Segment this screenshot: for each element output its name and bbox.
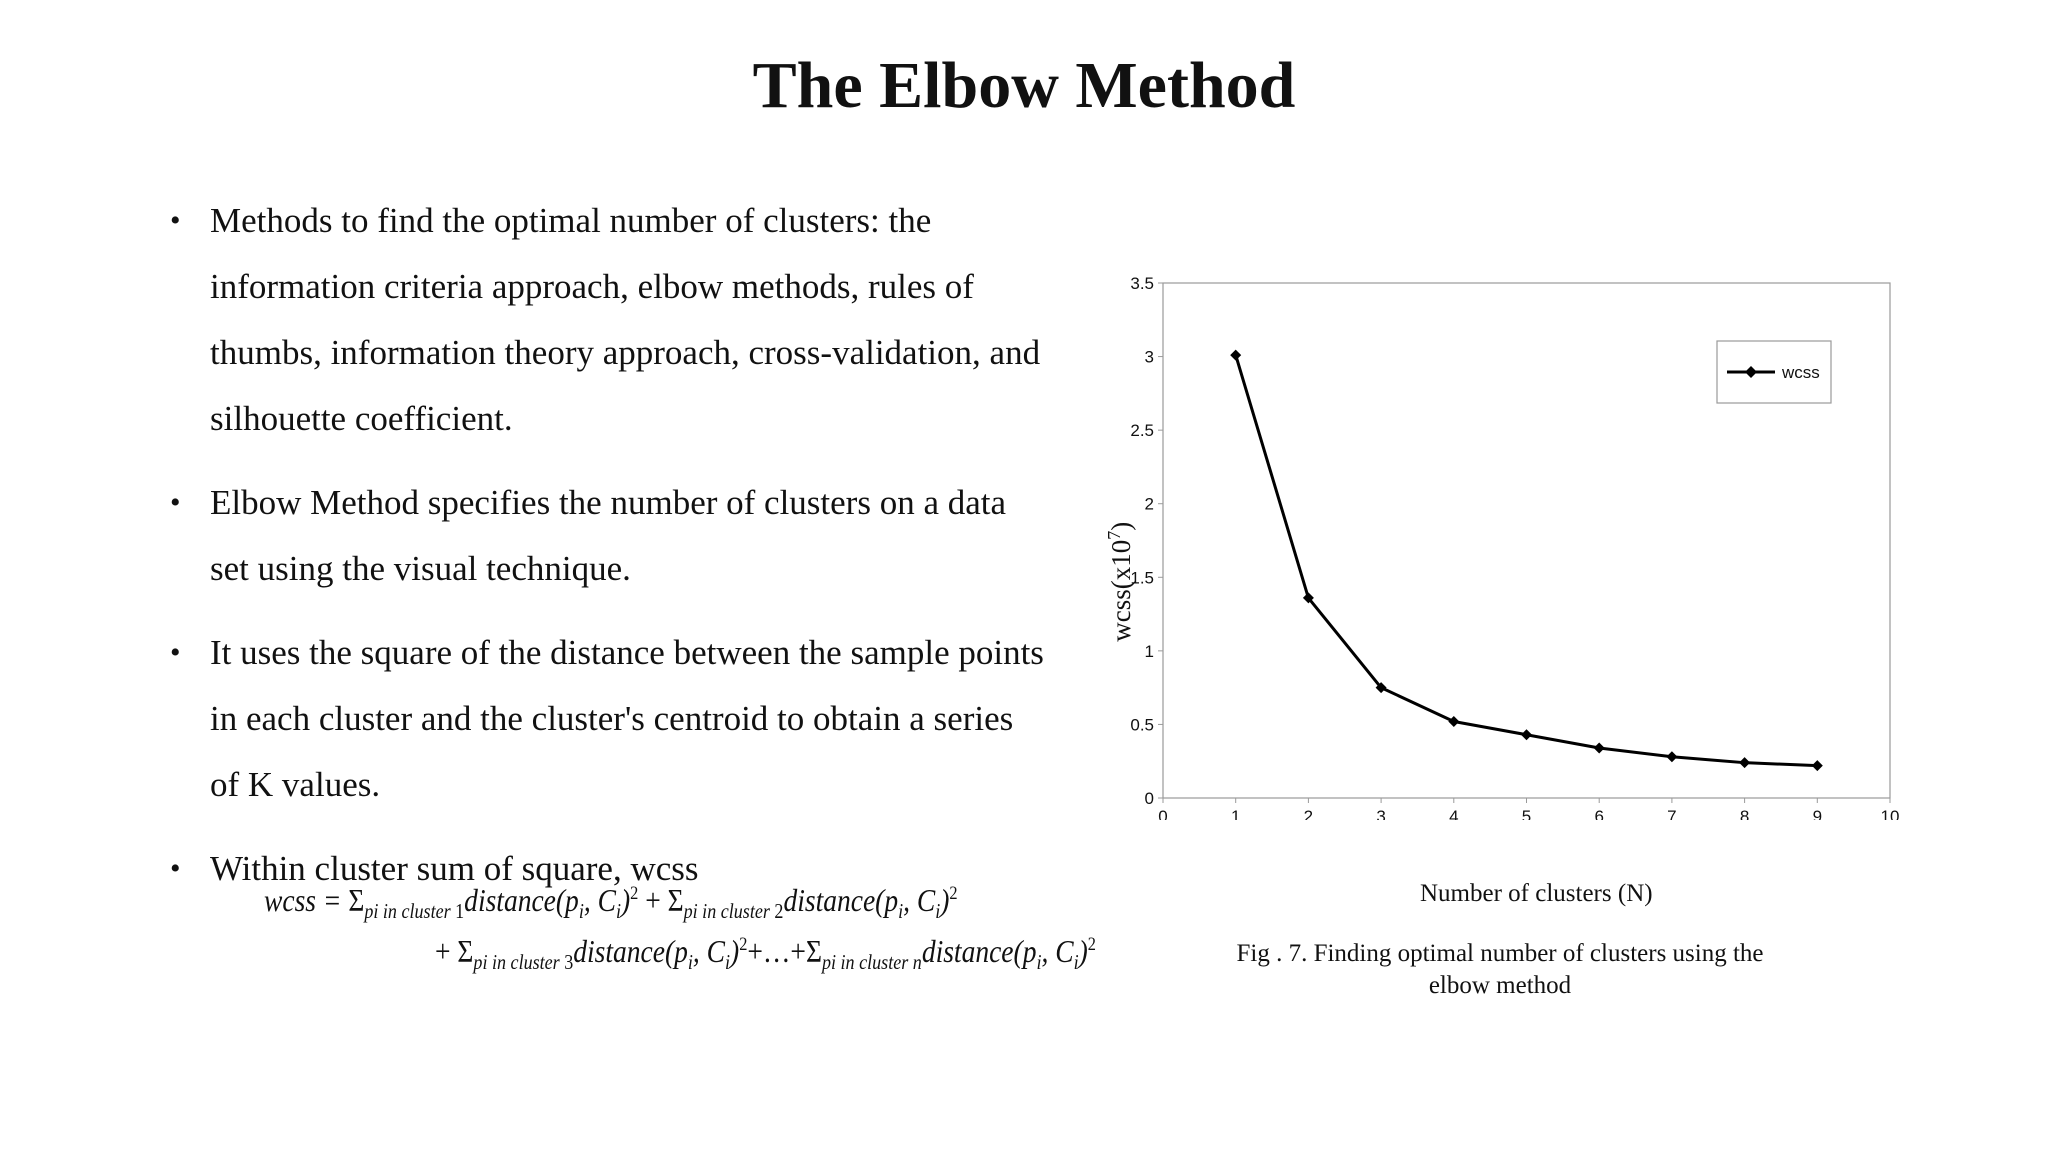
x-tick-label: 7 [1667,807,1677,820]
x-axis-label: Number of clusters (N) [1420,880,1653,907]
y-tick-label: 3.5 [1130,274,1154,293]
series-line-wcss [1236,355,1818,766]
bullet-item: • Within cluster sum of square, wcss [168,836,1048,902]
elbow-chart [1100,260,1920,820]
y-tick-label: 3 [1144,347,1154,367]
x-tick-label: 10 [1880,807,1900,820]
y-tick-label: 1.5 [1130,568,1154,588]
bullet-item: • It uses the square of the distance between the sample points in each cluster and the cluster's centroid to obtain a series of K values. [168,620,1048,818]
y-tick-label: 1 [1144,641,1154,661]
y-tick-label: 2 [1144,494,1154,514]
elbow-chart-svg [1100,260,1920,820]
figure-caption: Fig . 7. Finding optimal number of clusters using the elbow method [1236,940,1764,999]
data-point [1230,350,1241,361]
x-tick-label: 9 [1812,807,1823,820]
formula-term: distance [464,882,556,918]
data-point [1448,716,1459,727]
data-point [1812,760,1823,771]
x-tick-label: 8 [1739,807,1750,820]
slide-title: The Elbow Method [752,49,1296,122]
wcss-formula-line-2: + $\Sigma_{pi in cluster 3}distance(p_i$, $C_i)^2+\dots+\Sigma_{pi in cluster n}distance(p_i$, $C_i)^2$ [435,933,1096,974]
formula-lhs: wcss = [264,882,342,918]
y-tick-label: 0 [1144,789,1154,808]
data-point [1666,751,1677,762]
x-tick-label: 6 [1594,807,1604,820]
x-tick-label: 3 [1376,807,1386,820]
data-point [1594,742,1605,753]
x-tick-label: 4 [1449,807,1459,820]
formula-sum: Σ [348,882,365,918]
x-tick-label: 0 [1158,807,1168,820]
y-tick-label: 0.5 [1130,715,1154,735]
bullet-item: • Methods to find the optimal number of clusters: the information criteria approach, elbow methods, rules of thumbs, information theory approach, cross-validation, and silhouette coefficient. [168,188,1048,452]
x-tick-label: 1 [1230,807,1241,820]
bullet-list [168,188,1048,920]
y-axis-label: $wcss(x10^7)$ [1104,521,1136,642]
data-point [1521,729,1532,740]
x-tick-label: 2 [1303,807,1314,820]
legend-label: wcss [1782,363,1820,382]
y-tick-label: 2.5 [1130,421,1154,441]
bullet-item: • Elbow Method specifies the number of clusters on a data set using the visual technique. [168,470,1048,602]
wcss-formula-line-1: wcss = $\Sigma_{pi in cluster 1}distance(p_i$, $C_i)^2$ + $\Sigma_{pi in cluster 2}distance(p_i$, $C_i)^2$ [264,882,958,923]
data-point [1739,757,1750,768]
x-tick-label: 5 [1521,807,1532,820]
